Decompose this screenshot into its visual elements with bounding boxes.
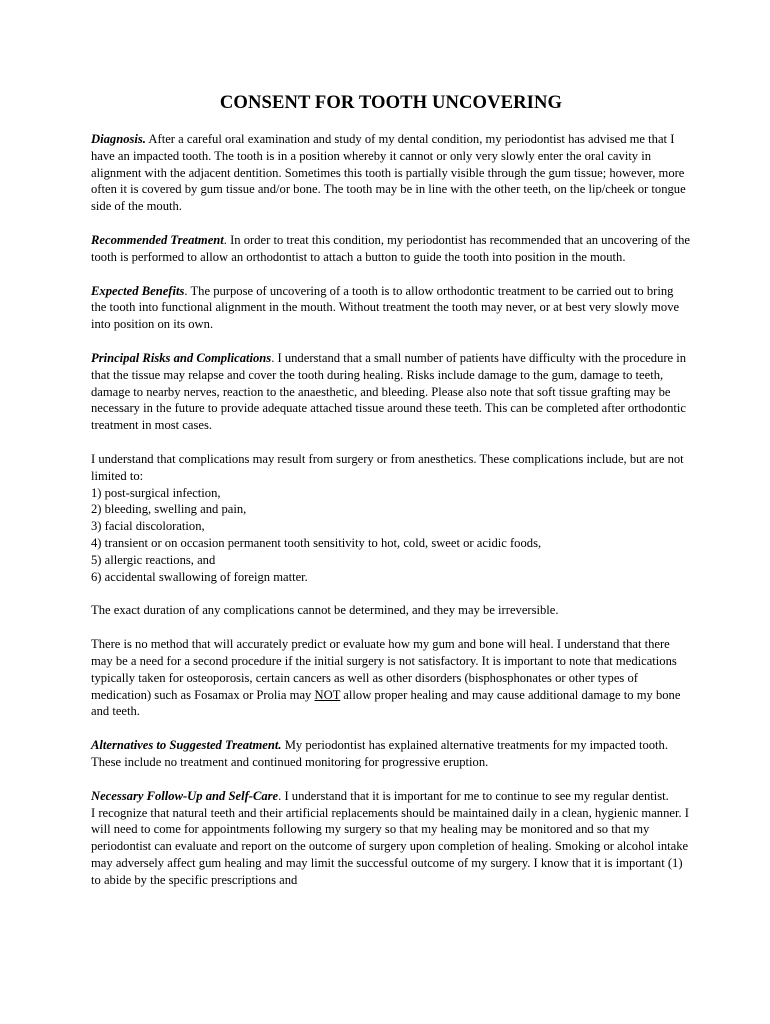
alternatives-paragraph (91, 737, 691, 771)
diagnosis-text: After a careful oral examination and study of my dental condition, my periodontist has advised me that I have an impacted tooth. The tooth is in a position whereby it cannot or only very slowly enter the oral cavity in alignment with the adjacent dentition. Sometimes this tooth is partially visible through the gum tissue; however, more often it is covered by gum tissue and/or bone. The tooth may be in line with the other teeth, on the lip/cheek or tongue side of the mouth. (91, 132, 686, 214)
principal-risks-paragraph (91, 350, 691, 434)
expected-benefits-text: . The purpose of uncovering of a tooth is to allow orthodontic treatment to be carried out to bring the tooth into functional alignment in the mouth. Without treatment the tooth may never, or at best very slowly move into position on its own. (91, 283, 680, 332)
follow-up-heading: Necessary Follow-Up and Self-Care (91, 788, 279, 803)
consent-document (91, 92, 691, 888)
list-item: 2) bleeding, swelling and pain, (91, 502, 247, 517)
diagnosis-paragraph (91, 131, 691, 215)
duration-paragraph: The exact duration of any complications cannot be determined, and they may be irreversible. (91, 603, 559, 618)
follow-up-text: . I understand that it is important for me to continue to see my regular dentist. (278, 788, 669, 803)
list-item: 6) accidental swallowing of foreign matter. (91, 569, 308, 584)
follow-up-continuation: I recognize that natural teeth and their artificial replacements should be maintained daily in a clean, hygienic manner. I will need to come for appointments following my surgery so that my healing may be monitored and so that my periodontist can evaluate and report on the outcome of surgery upon completion of healing. Smoking or alcohol intake may adversely affect gum healing and may limit the successful outcome of my surgery. I know that it is important (1) to abide by the specific prescriptions and (91, 805, 689, 887)
follow-up-paragraph (91, 788, 691, 805)
complications-intro: I understand that complications may result from surgery or from anesthetics. These complications include, but are not limited to: (91, 451, 684, 483)
recommended-treatment-paragraph (91, 232, 691, 266)
not-emphasis: NOT (314, 687, 341, 702)
alternatives-heading: Alternatives to Suggested Treatment. (91, 738, 282, 753)
principal-risks-heading: Principal Risks and Complications (91, 350, 272, 365)
principal-risks-text: . I understand that a small number of patients have difficulty with the procedure in that the tissue may relapse and cover the tooth during healing. Risks include damage to the gum, damage to teeth, damage to nearby nerves, reaction to the anaesthetic, and bleeding. Please also note that soft tissue grafting may be necessary in the future to provide adequate attached tissue around these teeth. This can be completed after orthodontic treatment in most cases. (91, 350, 687, 433)
no-method-paragraph (91, 636, 691, 720)
list-item: 5) allergic reactions, and (91, 552, 216, 567)
expected-benefits-heading: Expected Benefits (91, 283, 185, 298)
recommended-treatment-text: . In order to treat this condition, my periodontist has recommended that an uncovering of the tooth is performed to allow an orthodontist to attach a button to guide the tooth into position in the mouth. (91, 232, 690, 264)
list-item: 4) transient or on occasion permanent tooth sensitivity to hot, cold, sweet or acidic foods, (91, 535, 542, 550)
list-item: 3) facial discoloration, (91, 519, 205, 534)
expected-benefits-paragraph (91, 283, 691, 333)
alternatives-text: My periodontist has explained alternative treatments for my impacted tooth. These include no treatment and continued monitoring for progressive eruption. (91, 738, 668, 769)
no-method-text-before: There is no method that will accurately predict or evaluate how my gum and bone will heal. I understand that there may be a need for a second procedure if the initial surgery is not satisfactory. It is important to note that medications typically taken for osteoporosis, certain cancers as well as other disorders (bisphosphonates or other types of medication) such as Fosamax or Prolia may (91, 637, 677, 702)
complications-list (91, 485, 691, 586)
document-title: CONSENT FOR TOOTH UNCOVERING (219, 92, 563, 113)
list-item: 1) post-surgical infection, (91, 485, 221, 500)
diagnosis-heading: Diagnosis. (91, 132, 146, 146)
recommended-treatment-heading: Recommended Treatment (91, 232, 224, 247)
no-method-text-after: allow proper healing and may cause additional damage to my bone and teeth. (91, 687, 681, 719)
